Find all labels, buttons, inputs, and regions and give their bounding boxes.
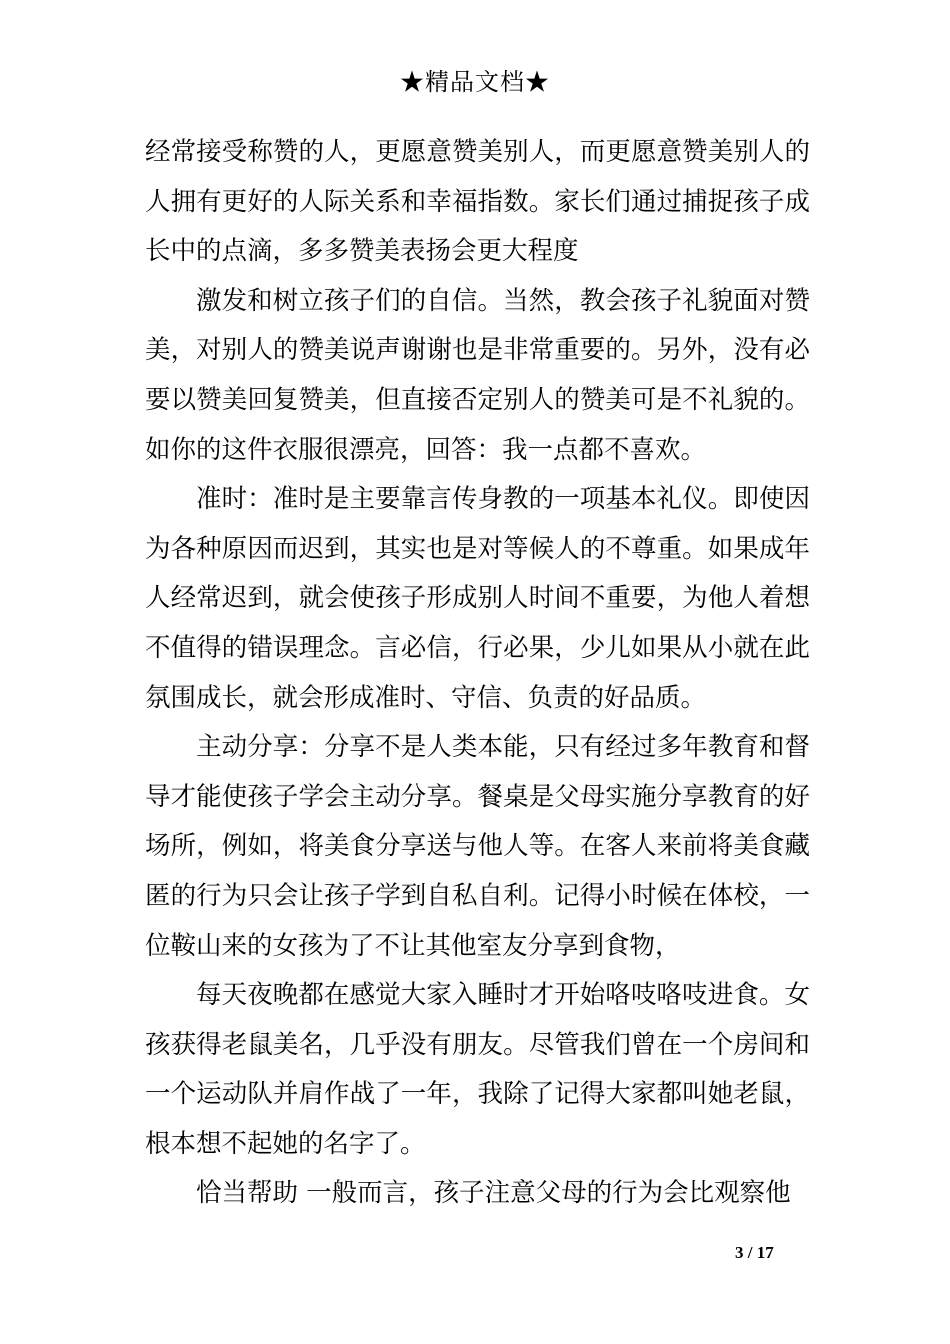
header-title: ★精品文档★ (400, 68, 550, 96)
paragraph-2: 激发和树立孩子们的自信。当然，教会孩子礼貌面对赞美，对别人的赞美说声谢谢也是非常重要的。另外，没有必要以赞美回复赞美，但直接否定别人的赞美可是不礼貌的。如你的这件衣服很漂亮，回答：我一点都不喜欢。 (145, 285, 810, 465)
page-number: 3 / 17 (735, 1243, 774, 1262)
paragraph-5: 每天夜晚都在感觉大家入睡时才开始咯吱咯吱进食。女孩获得老鼠美名，几乎没有朋友。尽管我们曾在一个房间和一个运动队并肩作战了一年，我除了记得大家都叫她老鼠，根本想不起她的名字了。 (145, 980, 810, 1159)
paragraph-4: 主动分享：分享不是人类本能，只有经过多年教育和督导才能使孩子学会主动分享。餐桌是父母实施分享教育的好场所，例如，将美食分享送与他人等。在客人来前将美食藏匿的行为只会让孩子学到自私自利。记得小时候在体校，一位鞍山来的女孩为了不让其他室友分享到食物， (145, 732, 810, 961)
page-header (0, 64, 950, 100)
paragraph-1: 经常接受称赞的人，更愿意赞美别人，而更愿意赞美别人的人拥有更好的人际关系和幸福指数。家长们通过捕捉孩子成长中的点滴，多多赞美表扬会更大程度 (145, 137, 810, 267)
paragraph-3: 准时：准时是主要靠言传身教的一项基本礼仪。即使因为各种原因而迟到，其实也是对等候人的不尊重。如果成年人经常迟到，就会使孩子形成别人时间不重要，为他人着想不值得的错误理念。言必信，行必果，少儿如果从小就在此氛围成长，就会形成准时、守信、负责的好品质。 (145, 484, 810, 713)
paragraph-6: 恰当帮助 一般而言，孩子注意父母的行为会比观察他 (196, 1178, 791, 1209)
document-body (145, 128, 810, 1219)
